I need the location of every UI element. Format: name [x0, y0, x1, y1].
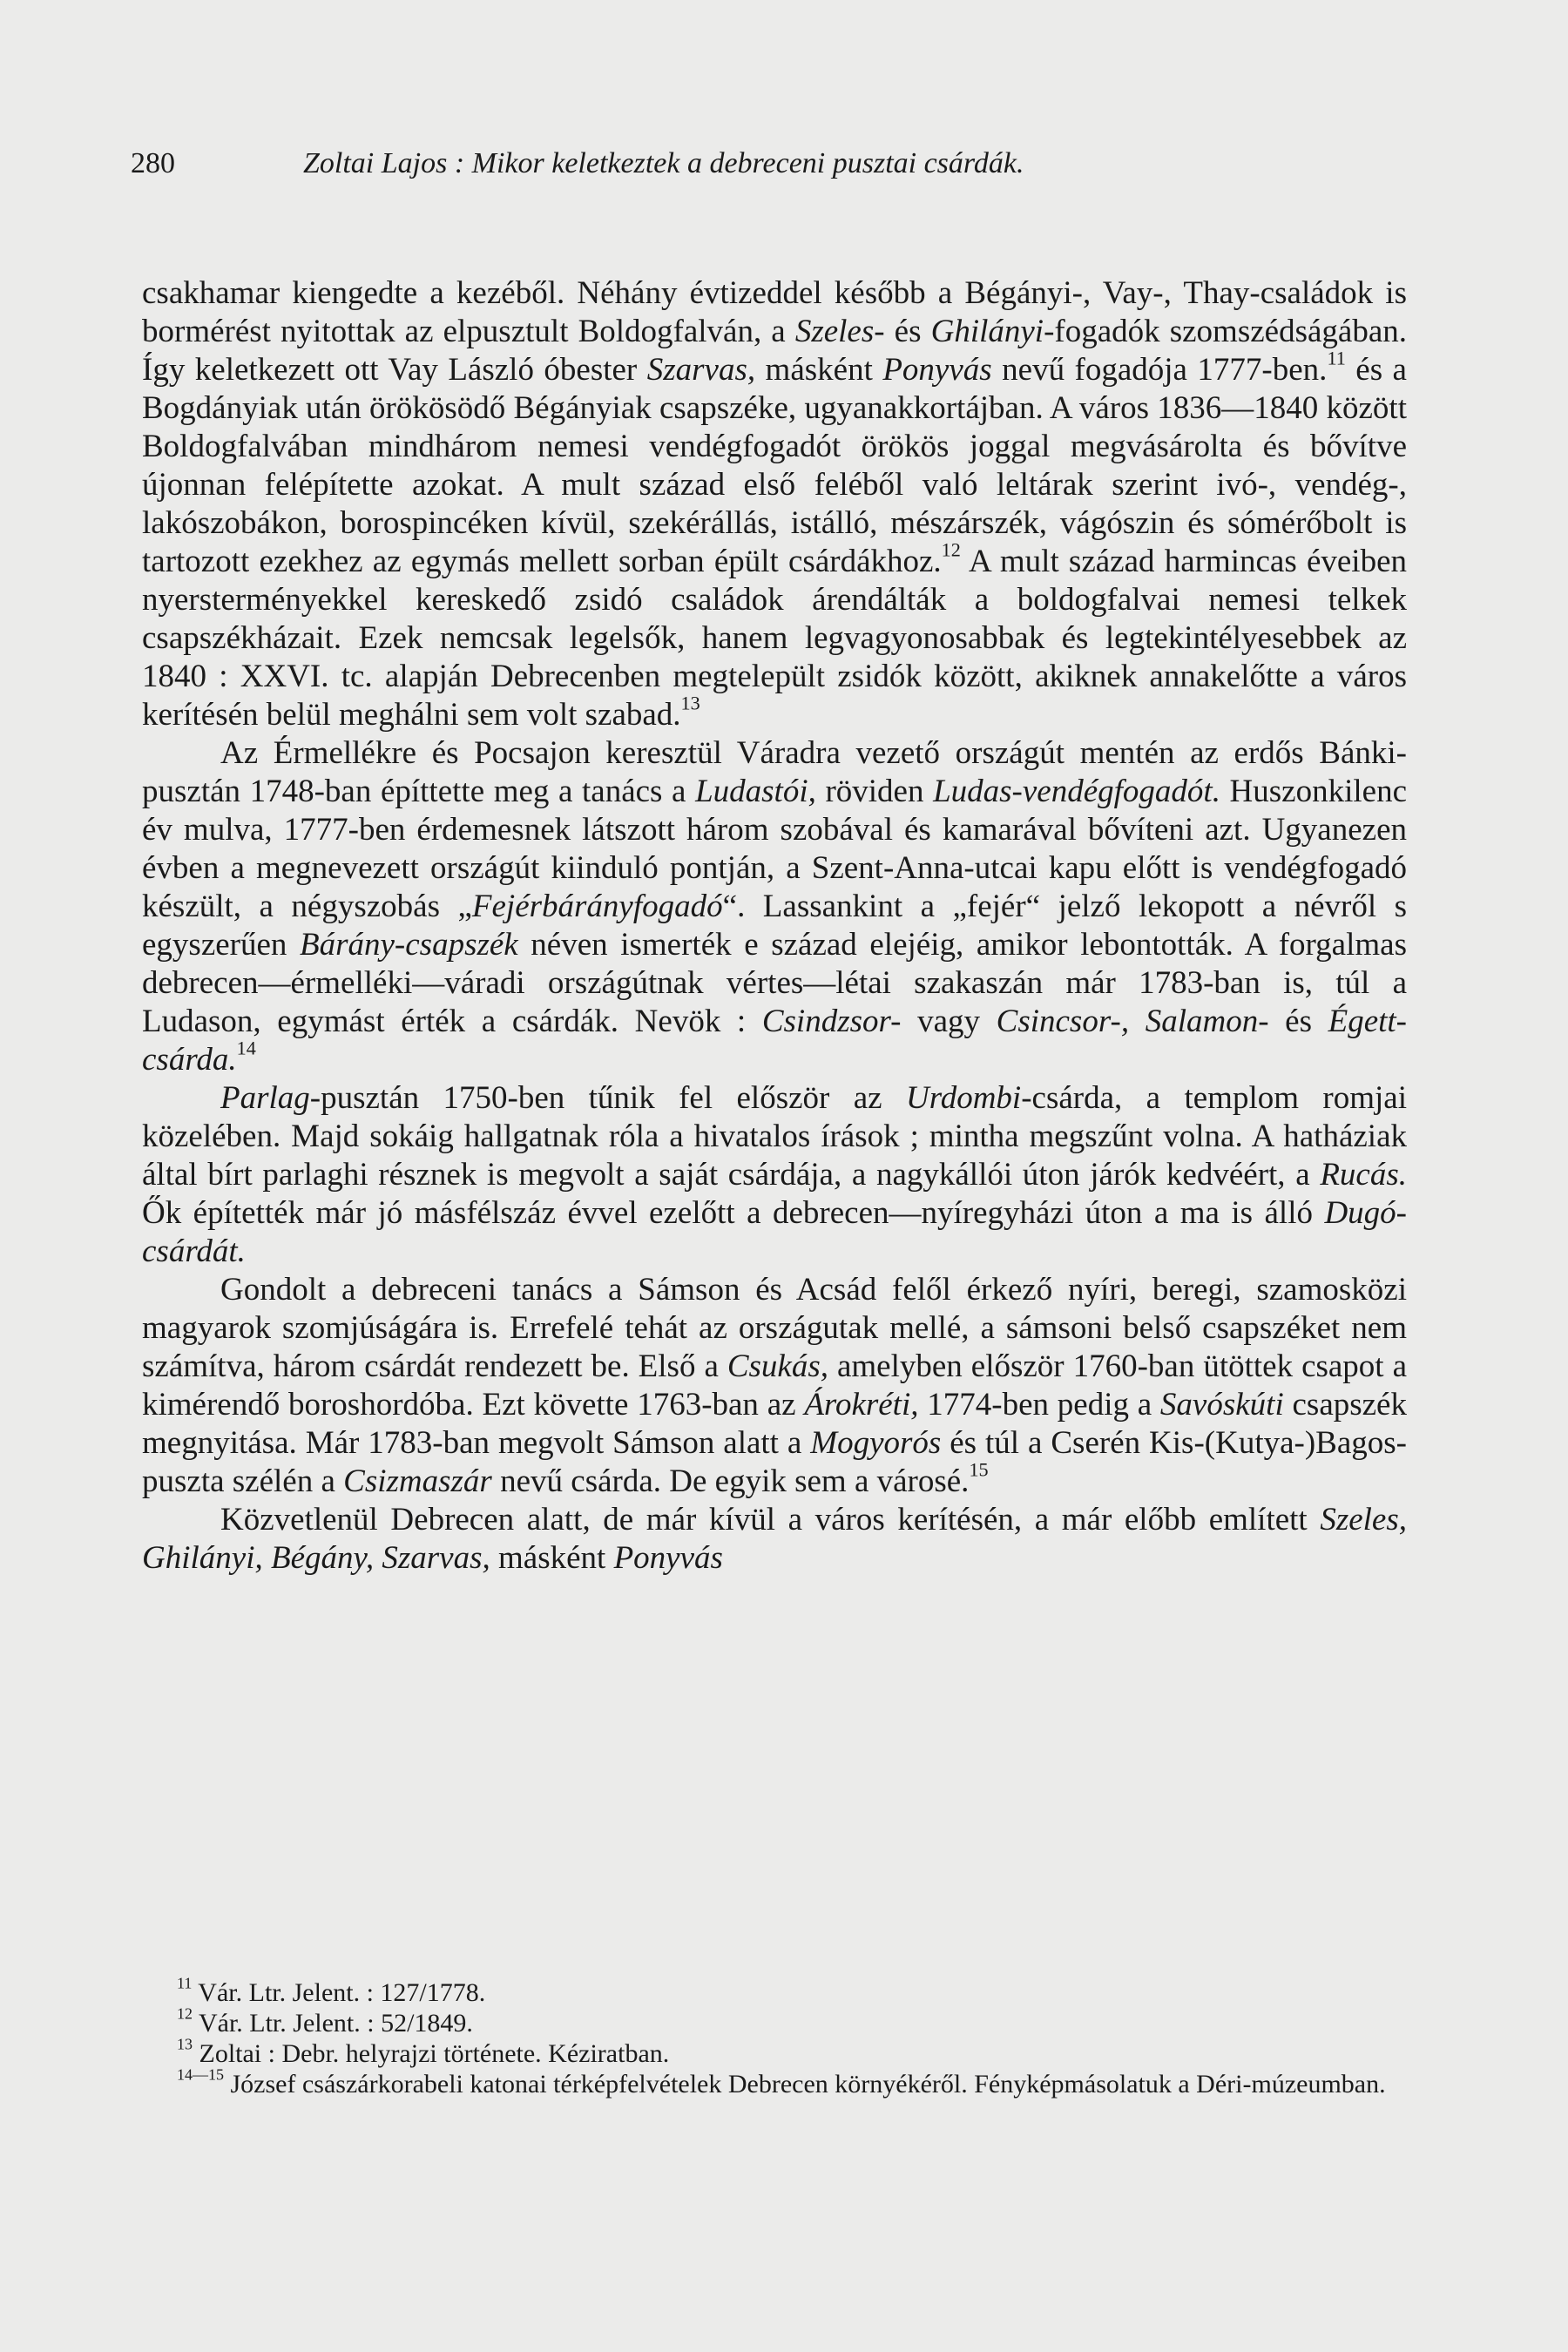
- paragraph: [142, 274, 1407, 734]
- italic-text: Szeles, Ghilányi, Bégány, Szarvas,: [142, 1502, 1407, 1576]
- footnotes: [142, 1974, 1407, 2099]
- italic-text: Csincsor-,: [996, 1004, 1130, 1039]
- text-run: -fogadók szomszédságában. Így keletkezett ott Vay László óbester: [142, 314, 1407, 388]
- footnote-ref: 11: [177, 1974, 193, 1992]
- text-run: Gondolt a debreceni tanács a Sámson és Acsád felől érkező nyíri, beregi, szamosközi magyarok szomjúságára is. Errefelé tehát az országutak mellé, a sámsoni belső csapszéket nem számítva, három csárdát rendezett be. Első a: [142, 1272, 1407, 1384]
- italic-text: Csizmaszár: [343, 1463, 492, 1499]
- italic-text: Parlag: [220, 1080, 310, 1116]
- text-run: nevű fogadója 1777-ben.: [991, 352, 1328, 388]
- text-run: és: [884, 314, 931, 349]
- footnote-ref: 15: [969, 1458, 989, 1481]
- text-run: Huszonkilenc év mulva, 1777-ben érdemesnek látszott három szobával és kamarával bővíteni azt. Ugyanezen évben a megnevezett országút kiinduló pontján, a Szent-Anna-utcai kapu előtt is vendégfogadó készült, a négyszobás „: [142, 774, 1407, 924]
- footnote: [142, 2065, 1407, 2099]
- italic-text: Árokréti,: [804, 1387, 919, 1423]
- footnote-ref: 13: [680, 692, 700, 714]
- paragraph: [142, 1079, 1407, 1271]
- italic-text: Ghilányi: [930, 314, 1044, 349]
- text-run: és a Bogdányiak után örökösödő Bégányiak csapszéke, ugyanakkortájban. A város 1836—1840 között Boldogfalvában mindhárom nemesi vendégfogadót örökös joggal megvásárolta és bővítve újonnan felépítette azokat. A mult század első feléből való leltárak szerint ivó-, vendég-, lakószobákon, borospincéken kívül, szekérállás, istálló, mészárszék, vágószin és sómérőbolt is tartozott ezekhez az egymás mellett sorban épült csárdákhoz.: [142, 352, 1407, 579]
- italic-text: Csukás,: [727, 1348, 828, 1384]
- text-run: Az Érmellékre és Pocsajon keresztül Váradra vezető országút mentén az erdős Bánki-pusztán 1748-ban építtette meg a tanács a: [142, 735, 1407, 809]
- running-title: Zoltai Lajos : Mikor keletkeztek a debreceni pusztai csárdák.: [303, 147, 1024, 179]
- italic-text: Ponyvás: [882, 352, 992, 388]
- paragraph: [142, 1271, 1407, 1501]
- italic-text: Dugó-csárdát.: [142, 1195, 1407, 1269]
- text-run: vagy: [901, 1004, 997, 1039]
- italic-text: Szarvas,: [646, 352, 756, 388]
- text-run: Zoltai : Debr. helyrajzi története. Kéziratban.: [193, 2039, 670, 2068]
- text-run: amelyben először 1760-ban ütöttek csapot a kimérendő boroshordóba. Ezt követte 1763-ban az: [142, 1348, 1407, 1423]
- text-run: és túl a Cserén Kis-(Kutya-)Bagos-puszta szélén a: [142, 1425, 1407, 1499]
- text-run: Közvetlenül Debrecen alatt, de már kívül a város kerítésén, a már előbb említett: [220, 1502, 1321, 1538]
- text-run: A mult század harmincas éveiben nyersterményekkel kereskedő zsidó családok árendálták a boldogfalvai nemesi telkek csapszékházait. Ezek nemcsak legelsők, hanem legvagyonosabbak és legtekintélyesebbek az 1840 : XXVI. tc. alapján Debrecenben megtelepült zsidók között, akiknek annakelőtte a város kerítésén belül meghálni sem volt szabad.: [142, 544, 1407, 733]
- footnote: [142, 1974, 1407, 2008]
- text-run: nevű csárda. De egyik sem a városé.: [491, 1463, 970, 1499]
- paragraph: [142, 1501, 1407, 1578]
- footnote: [142, 2004, 1407, 2038]
- text-run: József császárkorabeli katonai térképfelvételek Debrecen környékéről. Fényképmásolatuk a Déri-múzeumban.: [224, 2070, 1386, 2099]
- footnote: [142, 2035, 1407, 2069]
- text-run: csakhamar kiengedte a kezéből. Néhány évtizeddel később a Bégányi-, Vay-, Thay-családok is bormérést nyitottak az elpusztult Boldogfalván, a: [142, 275, 1407, 349]
- italic-text: Bárány-csapszék: [300, 927, 518, 963]
- italic-text: Rucás.: [1320, 1157, 1407, 1193]
- text-run: csapszék megnyitása. Már 1783-ban megvolt Sámson alatt a: [142, 1387, 1407, 1461]
- italic-text: Ludas-vendégfogadót.: [933, 774, 1220, 809]
- footnote-ref: 11: [1327, 347, 1346, 369]
- text-run: Vár. Ltr. Jelent. : 127/1778.: [192, 1978, 486, 2007]
- italic-text: Salamon-: [1145, 1004, 1269, 1039]
- text-run: másként: [490, 1540, 614, 1576]
- footnote-ref: 14—15: [177, 2065, 224, 2084]
- footnote-ref: 12: [177, 2004, 193, 2023]
- italic-text: Csindzsor-: [761, 1004, 902, 1039]
- italic-text: Mogyorós: [810, 1425, 942, 1461]
- body-text: [142, 274, 1407, 1578]
- footnote-ref: 14: [236, 1037, 256, 1059]
- italic-text: Urdombi: [905, 1080, 1022, 1116]
- text-run: és: [1268, 1004, 1328, 1039]
- text-run: másként: [755, 352, 883, 388]
- italic-text: Szeles-: [794, 314, 885, 349]
- text-run: “. Lassankint a „fejér“ jelző lekopott a névről s egyszerűen: [142, 889, 1407, 963]
- footnote-ref: 12: [941, 538, 961, 561]
- paragraph: [142, 734, 1407, 1079]
- text-run: néven ismerték e század elejéig, amikor lebontották. A forgalmas debrecen—érmelléki—váradi országútnak vértes—létai szakaszán már 1783-ban is, túl a Ludason, egymást érték a csárdák. Nevök :: [142, 927, 1407, 1039]
- text-run: 1774-ben pedig a: [918, 1387, 1160, 1423]
- italic-text: Égett-csárda.: [142, 1004, 1407, 1078]
- text-run: Ők építették már jó másfélszáz évvel ezelőtt a debrecen—nyíregyházi úton a ma is álló: [142, 1195, 1325, 1231]
- text-run: -pusztán 1750-ben tűnik fel először az: [309, 1080, 906, 1116]
- italic-text: Savóskúti: [1159, 1387, 1284, 1423]
- text-run: röviden: [815, 774, 934, 809]
- text-run: Vár. Ltr. Jelent. : 52/1849.: [193, 2009, 473, 2038]
- footnote-ref: 13: [177, 2035, 193, 2053]
- page-number: 280: [131, 147, 175, 179]
- italic-text: Ponyvás: [613, 1540, 723, 1576]
- italic-text: Ludastói,: [695, 774, 816, 809]
- text-run: -csárda, a templom romjai közelében. Majd sokáig hallgatnak róla a hivatalos írások ; mintha megszűnt volna. A hatháziak által bírt parlaghi résznek is megvolt a saját csárdája, a nagykállói úton járók kedvéért, a: [142, 1080, 1407, 1193]
- italic-text: Fejérbárányfogadó: [471, 889, 723, 924]
- text-run: [1129, 1004, 1146, 1039]
